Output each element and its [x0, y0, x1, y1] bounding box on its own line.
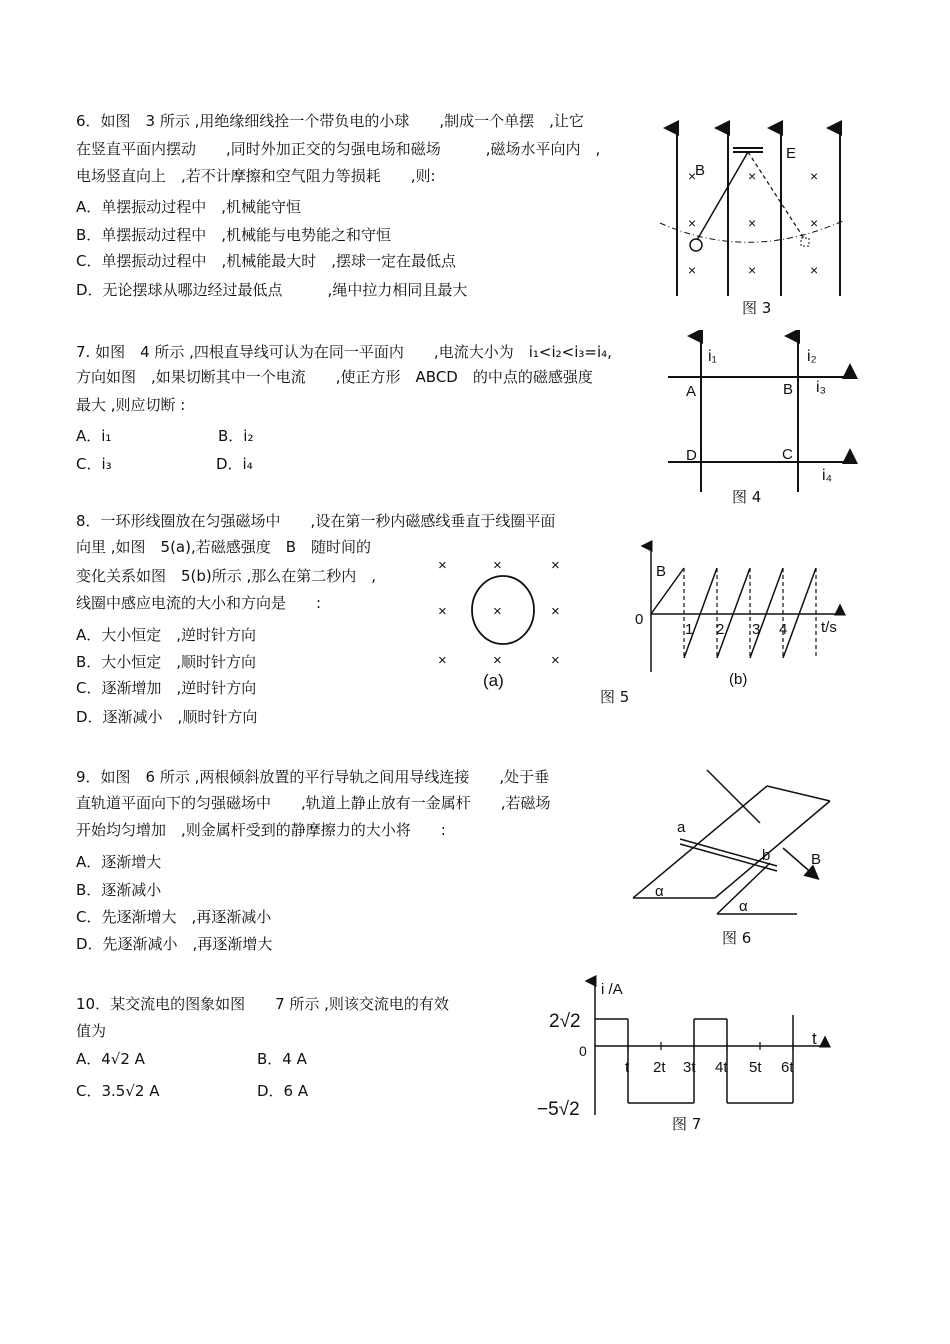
figure-3 — [655, 118, 855, 318]
figure-5-caption: 图 5 — [600, 688, 630, 706]
magnetic-field-crosses — [438, 557, 560, 669]
svg-text:t/s: t/s — [821, 619, 837, 636]
q8-line: 线圈中感应电流的大小和方向是 : — [76, 594, 322, 612]
q9-option-d: D．先逐渐减小 ,再逐渐增大 — [76, 935, 273, 953]
svg-text:b: b — [762, 847, 771, 864]
q7-line: 7. 如图 4 所示 ,四根直导线可认为在同一平面内 ,电流大小为 i₁<i₂<i₃=i₄, — [76, 343, 612, 361]
svg-text:α: α — [655, 883, 664, 900]
svg-text:×: × — [688, 215, 697, 231]
b-ramp — [750, 568, 783, 658]
q6-option-d: D．无论摆球从哪边经过最低点 ,绳中拉力相同且最大 — [76, 281, 468, 299]
corner-c: C — [782, 446, 793, 463]
svg-text:6t: 6t — [781, 1059, 794, 1076]
q10-option-d: D．6 A — [257, 1082, 309, 1100]
figure-7 — [535, 975, 835, 1125]
q8-option-c: C．逐渐增加 ,逆时针方向 — [76, 679, 257, 697]
svg-text:a: a — [677, 819, 686, 836]
q7-option-c: C．i₃ — [76, 455, 112, 473]
q9-line: 开始均匀增加 ,则金属杆受到的静摩擦力的大小将 : — [76, 821, 446, 839]
b-ramp — [783, 568, 816, 658]
q7-option-b: B．i₂ — [218, 427, 254, 445]
svg-text:2t: 2t — [653, 1059, 666, 1076]
svg-text:i₁: i₁ — [708, 348, 717, 365]
top-value: 2√2 — [549, 1011, 581, 1032]
rail-wire — [707, 770, 760, 823]
svg-text:×: × — [810, 215, 819, 231]
svg-text:B: B — [656, 563, 667, 580]
figure-4-caption: 图 4 — [732, 488, 762, 506]
svg-text:×: × — [493, 652, 502, 669]
svg-text:×: × — [493, 603, 502, 620]
q9-option-b: B．逐渐减小 — [76, 881, 162, 899]
b-ramp — [717, 568, 750, 658]
svg-text:×: × — [688, 262, 697, 278]
svg-text:×: × — [551, 652, 560, 669]
b-series — [651, 568, 816, 658]
q8-option-b: B．大小恒定 ,顺时针方向 — [76, 653, 257, 671]
svg-text:1: 1 — [685, 621, 694, 638]
q10-option-c: C．3.5√2 A — [76, 1082, 160, 1100]
rail-left — [633, 786, 767, 898]
corner-d: D — [686, 447, 697, 464]
q6-line: 电场竖直向上 ,若不计摩擦和空气阻力等损耗 ,则: — [76, 167, 436, 185]
svg-text:B: B — [811, 851, 822, 868]
svg-text:i₄: i₄ — [822, 467, 833, 484]
q9-option-c: C．先逐渐增大 ,再逐渐减小 — [76, 908, 272, 926]
q6-line: 在竖直平面内摆动 ,同时外加正交的匀强电场和磁场 ,磁场水平向内 , — [76, 140, 601, 158]
q10-line: 值为 — [76, 1022, 107, 1040]
svg-text:×: × — [493, 557, 502, 574]
q6-line: 6．如图 3 所示 ,用绝缘细线拴一个带负电的小球 ,制成一个单摆 ,让它 — [76, 112, 584, 130]
q10-option-a: A．4√2 A — [76, 1050, 145, 1068]
svg-text:×: × — [551, 557, 560, 574]
q8-line: 向里 ,如图 5(a),若磁感强度 B 随时间的 — [76, 538, 372, 556]
q7-line: 方向如图 ,如果切断其中一个电流 ,使正方形 ABCD 的中点的磁感强度 — [76, 368, 593, 386]
svg-text:4: 4 — [779, 621, 788, 638]
bottom-value: −5√2 — [537, 1099, 580, 1120]
label-b: B — [695, 162, 706, 179]
q6-option-c: C．单摆振动过程中 ,机械能最大时 ,摆球一定在最低点 — [76, 252, 457, 270]
q9-line: 9．如图 6 所示 ,两根倾斜放置的平行导轨之间用导线连接 ,处于垂 — [76, 768, 550, 786]
svg-text:α: α — [739, 898, 748, 915]
q8-option-a: A．大小恒定 ,逆时针方向 — [76, 626, 257, 644]
figure-5b — [625, 540, 850, 695]
q10-line: 10．某交流电的图象如图 7 所示 ,则该交流电的有效 — [76, 995, 449, 1013]
b-ramp — [684, 568, 717, 658]
q6-option-b: B．单摆振动过程中 ,机械能与电势能之和守恒 — [76, 226, 392, 244]
q6-option-a: A．单摆振动过程中 ,机械能守恒 — [76, 198, 302, 216]
fig-5b-label: (b) — [729, 671, 748, 688]
q9-line: 直轨道平面向下的匀强磁场中 ,轨道上静止放有一金属杆 ,若磁场 — [76, 794, 551, 812]
corner-a: A — [686, 383, 697, 400]
svg-text:×: × — [748, 262, 757, 278]
corner-b: B — [783, 381, 794, 398]
svg-text:4t: 4t — [715, 1059, 728, 1076]
svg-text:2: 2 — [716, 621, 725, 638]
figure-3-caption: 图 3 — [742, 299, 772, 317]
t-ticks — [625, 1059, 794, 1076]
q8-option-d: D．逐渐减小 ,顺时针方向 — [76, 708, 258, 726]
svg-text:t: t — [812, 1029, 817, 1048]
pendulum-ball — [690, 239, 702, 251]
svg-text:i₃: i₃ — [816, 379, 827, 396]
svg-text:×: × — [551, 603, 560, 620]
q7-option-a: A．i₁ — [76, 427, 112, 445]
svg-text:3: 3 — [752, 621, 761, 638]
svg-text:0: 0 — [635, 611, 644, 628]
coil — [472, 576, 534, 644]
svg-text:0: 0 — [579, 1043, 587, 1059]
figure-6-caption: 图 6 — [722, 929, 752, 947]
figure-5a — [430, 550, 580, 695]
svg-text:i₂: i₂ — [807, 348, 817, 365]
svg-text:3t: 3t — [683, 1059, 696, 1076]
q8-line: 8．一环形线圈放在匀强磁场中 ,设在第一秒内磁感线垂直于线圈平面 — [76, 512, 556, 530]
t-ticks — [685, 621, 787, 638]
svg-text:×: × — [438, 557, 447, 574]
svg-text:×: × — [688, 168, 697, 184]
label-e: E — [786, 145, 797, 162]
q10-option-b: B．4 A — [257, 1050, 307, 1068]
svg-text:×: × — [438, 603, 447, 620]
fig-5a-label: (a) — [483, 671, 504, 690]
q7-line: 最大 ,则应切断 : — [76, 396, 186, 414]
q7-option-d: D．i₄ — [216, 455, 253, 473]
figure-4 — [660, 330, 860, 495]
figure-7-caption: 图 7 — [672, 1115, 702, 1133]
svg-text:×: × — [438, 652, 447, 669]
svg-text:×: × — [748, 168, 757, 184]
svg-text:5t: 5t — [749, 1059, 762, 1076]
svg-text:×: × — [810, 168, 819, 184]
figure-6 — [625, 768, 840, 923]
svg-text:i /A: i /A — [601, 981, 623, 998]
svg-text:×: × — [748, 215, 757, 231]
q9-option-a: A．逐渐增大 — [76, 853, 162, 871]
svg-text:×: × — [810, 262, 819, 278]
q8-line: 变化关系如图 5(b)所示 ,那么在第二秒内 , — [76, 567, 377, 585]
svg-text:t: t — [625, 1059, 630, 1076]
